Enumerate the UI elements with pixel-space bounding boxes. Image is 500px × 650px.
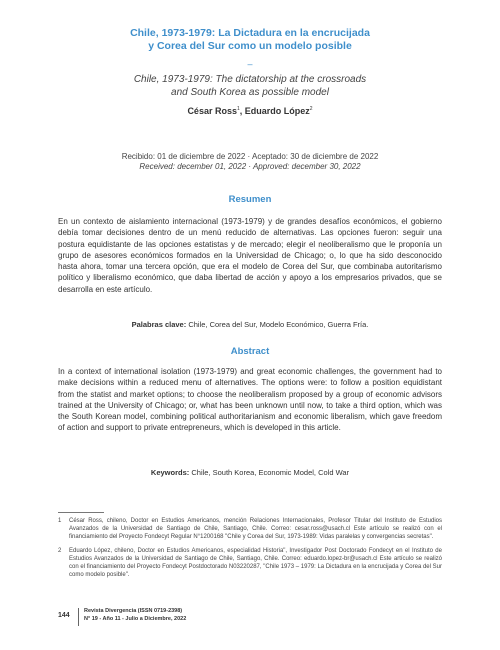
abstract-text: In a context of international isolation (1973-1979) and great economic challenges, the government had to make decisions within a reduced menu of alternatives. The options were: to follow a position equidistant from the statist and market options; to choose the neoliberalism proposed by a group of economic advisors trained at the University of Chicago; or, what has been unknown until now, to take a third option, which was the South Korean model, combining political authoritarianism and economic liberalism, which gave freedom of action and support to private entrepreneurs, which is developed in this article.: [58, 367, 442, 433]
footnote-2: [58, 547, 442, 579]
footer-divider: [78, 608, 79, 626]
footnote-1-number: 1: [58, 518, 62, 524]
abstract-keywords-list: Chile, South Korea, Economic Model, Cold War: [191, 468, 350, 477]
footnote-2-text: Eduardo López, chileno, Doctor en Estudios Americanos, especialidad Historia", Investigador Post Doctorado Fondecyt en el Instituto de Estudios Avanzados de la Universidad de Santiago de Chile, Santiago, Chile. Correo: eduardo.lopez-br@usach.cl Este artículo se realizó con el financiamiento del Proyecto Fondecyt Postdoctorado N03220287, "Chile 1973 – 1979: La Dictadura en la encrucijada y Corea del Sur como modelo posible".: [69, 548, 442, 578]
resumen-heading: Resumen: [228, 194, 272, 205]
spanish-title: [60, 27, 440, 53]
author-1: César Ross: [187, 106, 237, 116]
author-1-footnote-mark[interactable]: 1: [236, 106, 240, 112]
journal-info-line-2: N° 19 - Año 11 - Julio a Diciembre, 2022: [84, 616, 187, 622]
abstract-keywords: [0, 468, 500, 477]
dates-english: Received: december 01, 2022 · Approved: december 30, 2022: [139, 162, 361, 171]
footnote-divider: [58, 512, 104, 513]
resumen-keywords-label: Palabras clave:: [131, 320, 187, 329]
abstract-heading: Abstract: [230, 346, 270, 357]
english-title-line-2: and South Korea as possible model: [171, 87, 329, 98]
resumen-keywords: [0, 320, 500, 329]
english-title: [60, 73, 440, 99]
author-2-footnote-mark[interactable]: 2: [309, 106, 313, 112]
author-2: Eduardo López: [244, 106, 310, 116]
journal-info-line-1: Revista Divergencia (ISSN 0719-2398): [84, 608, 183, 614]
footnote-2-number: 2: [58, 548, 62, 554]
author-separator: ,: [239, 106, 245, 116]
resumen-keywords-list: Chile, Corea del Sur, Modelo Económico, Guerra Fría.: [188, 320, 369, 329]
footnote-1: [58, 517, 442, 541]
abstract-keywords-label: Keywords:: [150, 468, 190, 477]
spanish-title-line-2: y Corea del Sur como un modelo posible: [148, 40, 352, 52]
submission-dates: [0, 152, 500, 172]
title-separator: –: [247, 59, 253, 69]
footnote-1-text: César Ross, chileno, Doctor en Estudios Americanos, mención Relaciones Internacionales, Profesor Titular del Instituto de Estudios Avanzados de la Universidad de Santiago de Chile, Santiago, Chile. Correo: cesar.ross@usach.cl Este artículo se realizó con el financiamiento del Proyecto Fondecyt Regular N°1200168 "Chile y Corea del Sur, 1973-1989: Vidas paralelas y convergencias secretas".: [69, 518, 442, 540]
journal-info: [84, 607, 186, 623]
spanish-title-line-1: Chile, 1973-1979: La Dictadura en la encrucijada: [130, 27, 370, 39]
page-number: 144: [58, 612, 70, 619]
dates-spanish: Recibido: 01 de diciembre de 2022 · Aceptado: 30 de diciembre de 2022: [121, 152, 379, 161]
author-line: [0, 106, 500, 116]
english-title-line-1: Chile, 1973-1979: The dictatorship at the crossroads: [133, 74, 367, 85]
resumen-text: En un contexto de aislamiento internacional (1973-1979) y de grandes desafíos económicos, el gobierno debía tomar decisiones dentro de un menú reducido de alternativas. Las opciones fueron: seguir una postura equidistante de las opciones estatistas y de mercado; elegir el neoliberalismo que le proponía un grupo de asesores económicos formados en la Universidad de Chicago; o, lo que ha sido desconocido hasta ahora, tomar una tercera opción, que era el modelo de Corea del Sur, que combinaba autoritarismo político y liberalismo económico, que daba libertad de acción y apoyo a los empresarios privados, que se desarrolla en este artículo.: [58, 217, 442, 294]
